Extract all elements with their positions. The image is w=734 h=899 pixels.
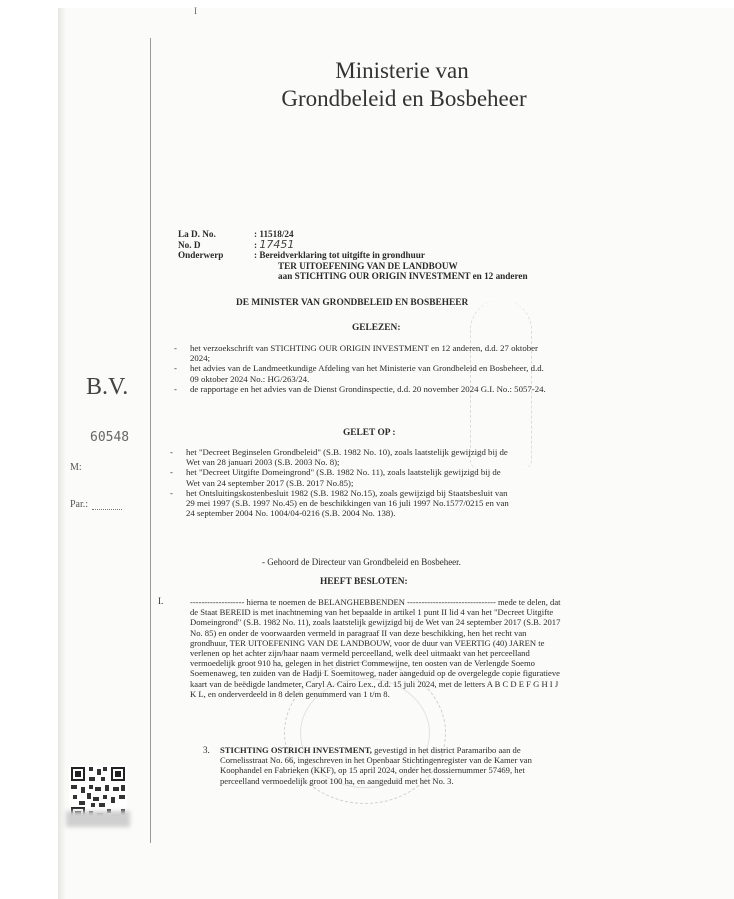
item-3-name: STICHTING OSTRICH INVESTMENT, [220, 745, 372, 755]
bv-number-stamp: 60548 [90, 430, 130, 445]
m-label: M: [70, 462, 82, 473]
top-mark: I [194, 6, 197, 16]
onderwerp-line2: TER UITOEFENING VAN DE LANDBOUW [278, 260, 458, 271]
gehoord-line: - Gehoord de Directeur van Grondbeleid en Bosbeheer. [262, 557, 461, 567]
list-item: - het advies van de Landmeetkundige Afdeling van het Ministerie van Grondbeleid en Bosbeheer, d.d. 09 oktober 2024 No.: HG/263/24. [174, 363, 554, 383]
list-item: - het Ontsluitingskostenbesluit 1982 (S.B. 1982 No.15), zoals gewijzigd bij Staatsbesluit van 29 mei 1997 (S.B. 1997 No.45) en de beschikkingen van 16 juli 1997 No.1577/0215 en van 24 september 2004 No. 1004/04-0216 (S.B. 2004 No. 138). [170, 488, 510, 519]
list-item: - de rapportage en het advies van de Dienst Grondinspectie, d.d. 20 november 2024 G.I. No.: 5057-24. [174, 384, 554, 394]
la-label: La D. No. [178, 229, 216, 239]
gelezen-list [174, 343, 554, 394]
section-number: I. [158, 596, 164, 606]
list-item: - het "Decreet Uitgifte Domeingrond" (S.B. 1982 No. 11), zoals laatstelijk gewijzigd bij de Wet van 24 september 2017 (S.B. 2017 No.85); [170, 467, 510, 487]
item-3-paragraph [220, 745, 556, 786]
section-i-paragraph: ------------------- hierna te noemen de BELANGHEBBENDEN ------------------------------- mede te delen, dat de Staat BEREID is met inachtneming van het bepaalde in artikel 1 punt II lid 4 van het "Decreet Uitgifte Domeingrond" (S.B. 1982 No. 11), zoals laatstelijk gewijzigd bij de Wet van 24 september 2017 (S.B. 2017 No. 85) en onder de voorwaarden vermeld in paragraaf II van deze beschikking, hen het recht van grondhuur, TER UITOEFENING VAN DE LANDBOUW, voor de duur van VEERTIG (40) JAREN te verlenen op het achter zijn/haar naam vermeld perceelland, welk deel uitmaakt van het perceelland vermoedelijk groot 910 ha, gelegen in het district Commewijne, ten oosten van de Verlengde Soemo Soemenaweg, ten zuiden van de Hadji I. Soemitoweg, nader aangeduid op de overgelegde copie figuratieve kaart van de beëdigde landmeter, Caryl A. Cairo Lex., d.d. 15 juli 2024, met de letters A B C D E F G H I J K L, en onderverdeeld in 8 delen genummerd van 1 t/m 8. [190, 597, 561, 699]
minister-heading: DE MINISTER VAN GRONDBELEID EN BOSBEHEER [236, 298, 469, 308]
margin-rule [150, 38, 151, 843]
ministry-title-line1: Ministerie van [335, 58, 469, 83]
nod-label: No. D [178, 239, 201, 250]
nod-handwritten-value: 17451 [259, 237, 295, 251]
par-label: Par.: [70, 499, 89, 510]
onderwerp-value: : Bereidverklaring tot uitgifte in grondhuur [254, 250, 425, 261]
item-3-text: gevestigd in het district Paramaribo aan de Cornelisstraat No. 66, ingeschreven in het Openbaar Stichtingenregister van de Kamer van Koophandel en Fabrieken (KKF), op 15 april 2024, onder het dossiernummer 57469, het perceelland vermoedelijk groot 100 ha, en aangeduid met het No. 3. [220, 745, 532, 786]
besluit-heading: HEEFT BESLOTEN: [320, 577, 408, 587]
reference-block [178, 229, 528, 282]
onderwerp-label: Onderwerp [178, 250, 224, 261]
ministry-title-line2: Grondbeleid en Bosbeheer [281, 86, 527, 111]
list-item: - het "Decreet Beginselen Grondbeleid" (S.B. 1982 No. 10), zoals laatstelijk gewijzigd bij de Wet van 28 januari 2003 (S.B. 2003 No. 8); [170, 447, 510, 467]
list-item: - het verzoekschrift van STICHTING OUR ORIGIN INVESTMENT en 12 anderen, d.d. 27 oktober 2024; [174, 343, 554, 363]
la-value: : 11518/24 [254, 229, 294, 239]
sheet-edge [58, 8, 66, 899]
nod-row: No. D : 17451 [178, 237, 295, 251]
redacted-text-blur [66, 811, 130, 827]
la-row [178, 229, 528, 240]
onderwerp-row [178, 250, 528, 261]
gelet-op-heading: GELET OP : [343, 428, 396, 438]
bv-label: B.V. [86, 374, 129, 400]
onderwerp-line3: aan STICHTING OUR ORIGIN INVESTMENT en 12 anderen [278, 271, 528, 282]
par-signature-line [92, 509, 122, 510]
gelezen-heading: GELEZEN: [352, 323, 401, 333]
item-number: 3. [203, 745, 210, 755]
gelet-op-list [170, 447, 510, 518]
